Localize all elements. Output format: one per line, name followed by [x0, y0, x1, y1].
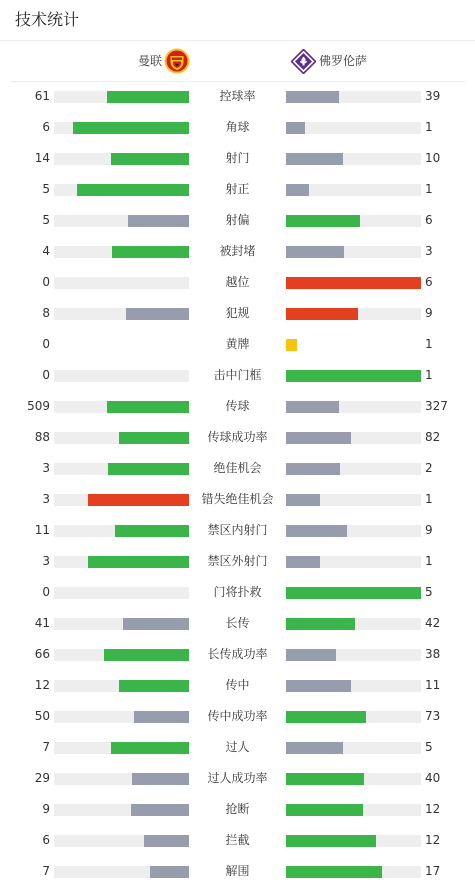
home-stat-bar-track: [54, 680, 189, 692]
away-stat-value: 73: [425, 709, 441, 723]
home-stat-bar-track: [54, 494, 189, 506]
stat-label: 拦截: [225, 833, 250, 847]
home-stat-value: 29: [34, 771, 50, 785]
away-stat-value: 5: [425, 585, 433, 599]
away-stat-bar-fill: [286, 401, 339, 413]
stat-row: [0, 825, 475, 856]
away-stat-bar-track: [286, 91, 421, 103]
home-stat-value: 11: [34, 523, 50, 537]
away-stat-bar-track: [286, 463, 421, 475]
home-stat-bar-track: [54, 91, 189, 103]
home-stat-value: 66: [34, 647, 50, 661]
home-stat-value: 8: [42, 306, 50, 320]
home-stat-bar-fill: [112, 246, 189, 258]
stat-label: 长传: [225, 616, 250, 630]
stat-label: 绝佳机会: [213, 461, 262, 475]
home-stat-value: 5: [42, 182, 50, 196]
stat-row: [0, 112, 475, 143]
away-stat-value: 42: [425, 616, 441, 630]
away-stat-value: 2: [425, 461, 433, 475]
away-stat-value: 3: [425, 244, 433, 258]
home-stat-value: 14: [34, 151, 50, 165]
stat-row: [0, 205, 475, 236]
stat-label: 传中成功率: [207, 709, 268, 723]
away-stat-bar-fill: [286, 618, 355, 630]
away-stat-bar-track: [286, 277, 421, 289]
away-stat-value: 38: [425, 647, 441, 661]
away-stat-value: 1: [425, 554, 433, 568]
away-stat-bar-track: [286, 401, 421, 413]
away-stat-bar-track: [286, 432, 421, 444]
stat-row: [0, 484, 475, 515]
home-stat-bar-fill: [111, 153, 189, 165]
home-stat-value: 3: [42, 554, 50, 568]
away-stat-bar-fill: [286, 711, 366, 723]
away-stat-bar-fill: [286, 742, 343, 754]
away-stat-value: 40: [425, 771, 441, 785]
away-stat-bar-fill: [286, 91, 339, 103]
stat-label: 传中: [225, 678, 250, 692]
home-stat-bar-fill: [128, 215, 189, 227]
away-stat-bar-track: [286, 649, 421, 661]
home-stat-value: 3: [42, 461, 50, 475]
away-stat-value: 1: [425, 120, 433, 134]
stat-label: 过人成功率: [207, 771, 268, 785]
stat-label: 传球成功率: [207, 430, 268, 444]
home-stat-bar-fill: [107, 401, 189, 413]
home-stat-bar-track: [54, 339, 189, 351]
home-stat-value: 7: [42, 864, 50, 878]
away-stat-bar-track: [286, 742, 421, 754]
away-stat-bar-track: [286, 711, 421, 723]
home-stat-bar-fill: [107, 91, 189, 103]
away-stat-bar-fill: [286, 649, 336, 661]
fiorentina-crest-icon[interactable]: [291, 49, 316, 74]
away-stat-bar-track: [286, 773, 421, 785]
home-stat-value: 0: [42, 368, 50, 382]
home-stat-bar-fill: [115, 525, 189, 537]
stat-row: [0, 422, 475, 453]
away-stat-bar-track: [286, 153, 421, 165]
away-stat-bar-track: [286, 308, 421, 320]
home-stat-bar-fill: [144, 835, 189, 847]
home-stat-value: 61: [34, 89, 50, 103]
home-stat-bar-track: [54, 866, 189, 878]
away-stat-bar-fill: [286, 680, 351, 692]
stat-row: [0, 856, 475, 887]
stat-row: [0, 670, 475, 701]
away-stat-bar-track: [286, 246, 421, 258]
home-stat-bar-fill: [134, 711, 189, 723]
stat-row: [0, 298, 475, 329]
home-stat-value: 0: [42, 275, 50, 289]
away-stat-bar-fill: [286, 525, 347, 537]
stat-label: 被封堵: [219, 244, 256, 258]
stat-row: [0, 639, 475, 670]
stat-row: [0, 701, 475, 732]
home-stat-bar-fill: [111, 742, 189, 754]
stat-row: [0, 515, 475, 546]
home-stat-bar-track: [54, 711, 189, 723]
home-stat-value: 41: [34, 616, 50, 630]
away-stat-bar-fill: [286, 277, 421, 289]
stat-label: 黄牌: [225, 337, 250, 351]
home-stat-bar-track: [54, 587, 189, 599]
away-stat-bar-fill: [286, 370, 421, 382]
home-stat-bar-track: [54, 401, 189, 413]
away-stat-value: 6: [425, 213, 433, 227]
home-stat-bar-track: [54, 804, 189, 816]
home-stat-value: 6: [42, 120, 50, 134]
away-stat-value: 9: [425, 523, 433, 537]
home-stat-bar-fill: [150, 866, 189, 878]
stat-row: [0, 143, 475, 174]
home-stat-bar-track: [54, 463, 189, 475]
manchester-united-crest-icon[interactable]: [164, 48, 190, 74]
stat-row: [0, 763, 475, 794]
home-stat-bar-fill: [77, 184, 189, 196]
away-stat-value: 1: [425, 368, 433, 382]
home-stat-bar-track: [54, 184, 189, 196]
stat-row: [0, 81, 475, 112]
away-stat-value: 12: [425, 833, 441, 847]
away-stat-value: 11: [425, 678, 441, 692]
away-stat-value: 1: [425, 492, 433, 506]
home-stat-bar-track: [54, 618, 189, 630]
stat-row: [0, 608, 475, 639]
stat-row: [0, 546, 475, 577]
stat-label: 禁区外射门: [207, 554, 268, 568]
away-stat-bar-fill: [286, 246, 344, 258]
home-stat-bar-track: [54, 773, 189, 785]
away-stat-value: 17: [425, 864, 441, 878]
away-stat-bar-fill: [286, 463, 340, 475]
stat-label: 射正: [225, 182, 250, 196]
home-stat-bar-fill: [104, 649, 189, 661]
home-stat-bar-fill: [126, 308, 189, 320]
stat-row: [0, 794, 475, 825]
stat-label: 过人: [225, 740, 250, 754]
home-stat-value: 7: [42, 740, 50, 754]
stat-label: 射偏: [225, 213, 250, 227]
away-stat-bar-fill: [286, 184, 309, 196]
home-stat-value: 12: [34, 678, 50, 692]
teams-header: [0, 41, 475, 81]
home-stat-value: 6: [42, 833, 50, 847]
away-stat-value: 1: [425, 182, 433, 196]
home-stat-bar-track: [54, 432, 189, 444]
away-team-name[interactable]: 佛罗伦萨: [319, 54, 368, 68]
away-stat-value: 10: [425, 151, 441, 165]
away-stat-bar-track: [286, 339, 421, 351]
stat-label: 传球: [225, 399, 250, 413]
home-stat-value: 0: [42, 337, 50, 351]
home-stat-bar-track: [54, 742, 189, 754]
home-stat-bar-track: [54, 835, 189, 847]
home-stat-value: 3: [42, 492, 50, 506]
stat-row: [0, 329, 475, 360]
home-stat-value: 509: [27, 399, 50, 413]
stat-row: [0, 236, 475, 267]
home-team-name[interactable]: 曼联: [137, 54, 162, 68]
away-stat-bar-fill: [286, 773, 364, 785]
away-stat-bar-track: [286, 587, 421, 599]
away-stat-value: 12: [425, 802, 441, 816]
stat-label: 禁区内射门: [207, 523, 268, 537]
home-stat-value: 88: [34, 430, 50, 444]
stat-row: [0, 267, 475, 298]
away-stat-bar-track: [286, 525, 421, 537]
away-stat-value: 39: [425, 89, 441, 103]
away-stat-value: 5: [425, 740, 433, 754]
home-stat-bar-track: [54, 215, 189, 227]
away-stat-bar-track: [286, 494, 421, 506]
home-stat-bar-fill: [119, 432, 189, 444]
home-stat-bar-fill: [123, 618, 189, 630]
stat-label: 犯规: [225, 306, 250, 320]
away-stat-bar-track: [286, 184, 421, 196]
home-stat-bar-fill: [119, 680, 189, 692]
away-stat-value: 82: [425, 430, 441, 444]
stat-label: 门将扑救: [213, 585, 262, 599]
stat-label: 抢断: [225, 802, 250, 816]
home-stat-bar-track: [54, 525, 189, 537]
away-stat-bar-fill: [286, 308, 358, 320]
stat-row: [0, 391, 475, 422]
stat-row: [0, 453, 475, 484]
stat-row: [0, 360, 475, 391]
home-stat-bar-track: [54, 246, 189, 258]
stat-label: 角球: [225, 120, 250, 134]
away-stat-value: 6: [425, 275, 433, 289]
stat-label: 击中门框: [213, 368, 262, 382]
home-stat-value: 4: [42, 244, 50, 258]
away-stat-bar-track: [286, 835, 421, 847]
stat-row: [0, 174, 475, 205]
away-stat-bar-fill: [286, 215, 360, 227]
home-stat-bar-fill: [132, 773, 189, 785]
home-stat-bar-track: [54, 277, 189, 289]
home-stat-value: 50: [34, 709, 50, 723]
stat-label: 控球率: [219, 89, 256, 103]
home-stat-bar-track: [54, 556, 189, 568]
stat-row: [0, 732, 475, 763]
home-stat-bar-track: [54, 308, 189, 320]
home-stat-bar-track: [54, 122, 189, 134]
away-stat-bar-fill: [286, 866, 382, 878]
away-stat-bar-track: [286, 866, 421, 878]
away-stat-bar-track: [286, 215, 421, 227]
away-stat-bar-fill: [286, 804, 363, 816]
away-stat-bar-fill: [286, 153, 343, 165]
stat-label: 越位: [225, 275, 250, 289]
home-stat-bar-track: [54, 649, 189, 661]
home-stat-bar-fill: [88, 556, 189, 568]
away-stat-bar-track: [286, 370, 421, 382]
home-stat-value: 0: [42, 585, 50, 599]
home-stat-value: 5: [42, 213, 50, 227]
stat-row: [0, 577, 475, 608]
stat-label: 错失绝佳机会: [201, 492, 274, 506]
section-title: 技术统计: [15, 10, 80, 29]
away-stat-value: 327: [425, 399, 448, 413]
home-stat-bar-fill: [131, 804, 189, 816]
away-stat-bar-track: [286, 122, 421, 134]
away-stat-value: 1: [425, 337, 433, 351]
away-stat-bar-track: [286, 556, 421, 568]
home-stat-value: 9: [42, 802, 50, 816]
stat-label: 长传成功率: [207, 647, 268, 661]
home-stat-bar-fill: [108, 463, 189, 475]
away-stat-bar-fill: [286, 494, 320, 506]
stat-label: 射门: [225, 151, 250, 165]
home-stat-bar-track: [54, 370, 189, 382]
away-stat-bar-track: [286, 680, 421, 692]
home-stat-bar-track: [54, 153, 189, 165]
away-stat-value: 9: [425, 306, 433, 320]
away-stat-bar-track: [286, 618, 421, 630]
away-stat-bar-fill: [286, 835, 376, 847]
home-stat-bar-fill: [73, 122, 189, 134]
away-stat-bar-fill: [286, 587, 421, 599]
away-stat-bar-fill: [286, 556, 320, 568]
away-stat-bar-fill: [286, 122, 305, 134]
away-stat-bar-fill: [286, 339, 297, 351]
stat-label: 解围: [225, 864, 250, 878]
home-stat-bar-fill: [88, 494, 189, 506]
away-stat-bar-fill: [286, 432, 351, 444]
away-stat-bar-track: [286, 804, 421, 816]
